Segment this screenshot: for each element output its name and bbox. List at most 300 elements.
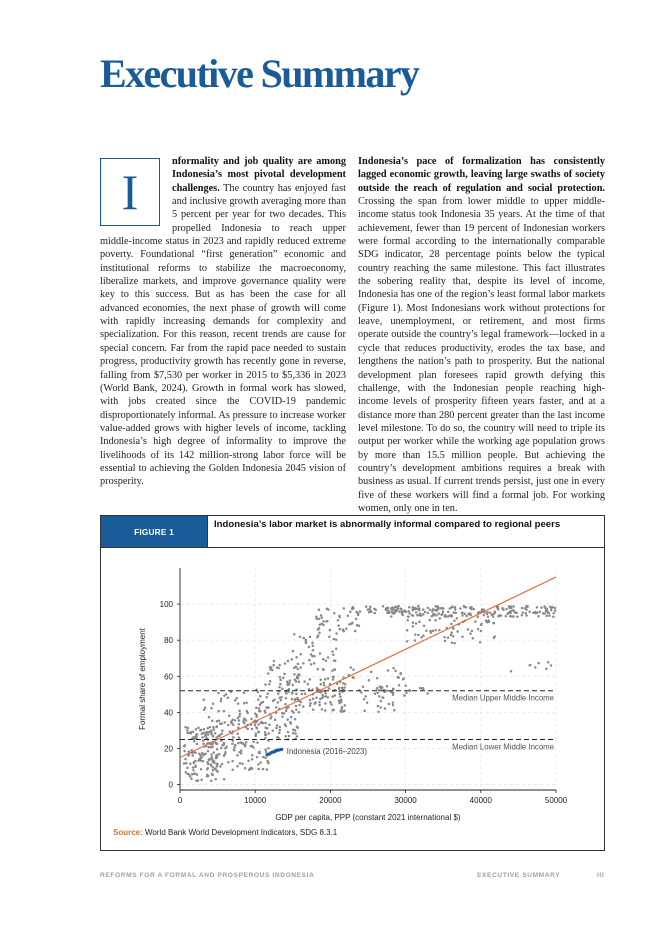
country-point <box>256 756 259 759</box>
country-point <box>394 610 397 613</box>
country-point <box>231 760 234 763</box>
country-point <box>423 624 426 627</box>
country-point <box>406 629 409 632</box>
country-point <box>465 615 468 618</box>
country-point <box>290 722 293 725</box>
country-point <box>552 612 555 615</box>
country-point <box>429 619 432 622</box>
country-point <box>315 616 318 619</box>
country-point <box>439 607 442 610</box>
country-point <box>343 686 346 689</box>
country-point <box>364 695 367 698</box>
country-point <box>392 704 395 707</box>
country-point <box>292 728 295 731</box>
footer-section: EXECUTIVE SUMMARY <box>477 872 561 879</box>
country-point <box>386 685 389 688</box>
country-point <box>312 649 315 652</box>
country-point <box>307 683 310 686</box>
country-point <box>234 719 237 722</box>
country-point <box>200 778 203 781</box>
country-point <box>405 692 408 695</box>
country-point <box>213 751 216 754</box>
country-point <box>295 705 298 708</box>
country-point <box>326 620 329 623</box>
country-point <box>310 663 313 666</box>
country-point <box>298 704 301 707</box>
country-point <box>215 742 218 745</box>
country-point <box>220 747 223 750</box>
country-point <box>390 615 393 618</box>
country-point <box>312 698 315 701</box>
country-point <box>334 694 337 697</box>
country-point <box>338 687 341 690</box>
country-point <box>356 624 359 627</box>
country-point <box>424 611 427 614</box>
country-point <box>265 751 268 754</box>
country-point <box>363 710 366 713</box>
x-axis-title: GDP per capita, PPP (constant 2021 international $) <box>275 813 461 822</box>
country-point <box>418 621 421 624</box>
country-point <box>404 685 407 688</box>
x-tick-label: 30000 <box>394 796 417 805</box>
country-point <box>254 724 257 727</box>
country-point <box>264 726 267 729</box>
country-point <box>258 752 261 755</box>
country-point <box>208 716 211 719</box>
country-point <box>350 622 353 625</box>
country-point <box>272 664 275 667</box>
country-point <box>210 753 213 756</box>
country-point <box>439 617 442 620</box>
country-point <box>295 693 298 696</box>
country-point <box>425 629 428 632</box>
country-point <box>451 631 454 634</box>
country-point <box>217 710 220 713</box>
country-point <box>359 610 362 613</box>
country-point <box>501 607 504 610</box>
country-point <box>327 696 330 699</box>
country-point <box>436 605 439 608</box>
country-point <box>374 692 377 695</box>
country-point <box>184 726 187 729</box>
country-point <box>259 695 262 698</box>
country-point <box>299 653 302 656</box>
country-point <box>305 641 308 644</box>
country-point <box>322 658 325 661</box>
country-point <box>225 693 228 696</box>
source-text: World Bank World Development Indicators, SDG 8.3.1 <box>142 828 338 837</box>
country-point <box>238 719 241 722</box>
country-point <box>213 728 216 731</box>
x-tick-label: 10000 <box>244 796 267 805</box>
country-point <box>292 732 295 735</box>
right-body-text: Crossing the span from lower middle to upper middle-income status took Indonesia 35 years. At the time of that achievement, fewer than 19 percent of Indonesian workers were formal according to the internationally comparable SDG indicator, 28 percentage points below the typical country reaching the same milestone. This fact illustrates the sobering reality that, despite its level of income, Indonesia has one of the region’s least formal labor markets (Figure 1). Most Indonesians work without protections for leave, unemployment, or retirement, and most firms operate outside the country’s legal framework—locked in a cycle that reduces productivity, erodes the tax base, and lengthens the nation’s path to prosperity. But the national development plan foresees rapid growth defying this challenge, with the Indonesian people reaching high-income levels of prosperity fifteen years faster, and at a distance more than 280 percent greater than the last income level milestone. To do so, the country will need to triple its output per worker while the working age population grows by more than 15.5 million people. But achieving the country’s development ambitions requires a break with business as usual. If current trends persist, just one in every five of these workers will find a formal job. For working women, only one in ten. <box>358 196 605 514</box>
country-point <box>227 761 230 764</box>
country-point <box>487 615 490 618</box>
country-point <box>239 762 242 765</box>
country-point <box>408 606 411 609</box>
country-point <box>512 605 515 608</box>
country-point <box>303 680 306 683</box>
country-point <box>295 680 298 683</box>
country-point <box>468 612 471 615</box>
country-point <box>377 705 380 708</box>
country-point <box>199 754 202 757</box>
country-point <box>432 614 435 617</box>
country-point <box>274 718 277 721</box>
y-tick-label: 40 <box>164 708 173 718</box>
country-point <box>393 709 396 712</box>
country-point <box>199 729 202 732</box>
footer-page-number: III <box>597 872 605 879</box>
country-point <box>338 702 341 705</box>
y-axis-title: Formal share of employment <box>138 628 147 730</box>
country-point <box>397 605 400 608</box>
country-point <box>388 703 391 706</box>
country-point <box>472 608 475 611</box>
country-point <box>429 609 432 612</box>
country-point <box>373 612 376 615</box>
country-point <box>444 640 447 643</box>
country-point <box>332 709 335 712</box>
country-point <box>467 628 470 631</box>
country-point <box>233 749 236 752</box>
country-point <box>215 725 218 728</box>
country-point <box>290 716 293 719</box>
country-point <box>318 627 321 630</box>
country-point <box>231 722 234 725</box>
country-point <box>414 639 417 642</box>
country-point <box>403 694 406 697</box>
country-point <box>216 765 219 768</box>
country-point <box>422 608 425 611</box>
country-point <box>267 747 270 750</box>
country-point <box>214 778 217 781</box>
x-tick-label: 40000 <box>469 796 492 805</box>
country-point <box>450 634 453 637</box>
country-point <box>380 700 383 703</box>
country-point <box>497 615 500 618</box>
country-point <box>296 698 299 701</box>
country-point <box>216 762 219 765</box>
country-point <box>483 614 486 617</box>
country-point <box>420 614 423 617</box>
country-point <box>387 669 390 672</box>
country-point <box>367 608 370 611</box>
country-point <box>313 655 316 658</box>
country-point <box>264 748 267 751</box>
country-point <box>328 635 331 638</box>
country-point <box>337 619 340 622</box>
country-point <box>338 628 341 631</box>
country-point <box>251 754 254 757</box>
country-point <box>254 713 256 716</box>
country-point <box>471 630 474 633</box>
country-point <box>335 647 338 650</box>
country-point <box>500 614 503 617</box>
country-point <box>236 765 239 768</box>
country-point <box>382 605 385 608</box>
country-point <box>287 660 290 663</box>
country-point <box>421 687 424 690</box>
country-point <box>477 615 480 618</box>
country-point <box>273 660 276 663</box>
country-point <box>259 761 262 764</box>
country-point <box>350 666 353 669</box>
country-point <box>218 753 221 756</box>
country-point <box>332 653 335 656</box>
country-point <box>269 680 272 683</box>
country-point <box>234 699 237 702</box>
country-point <box>311 642 314 645</box>
country-point <box>221 729 224 732</box>
country-point <box>257 731 260 734</box>
figure-box <box>100 515 605 851</box>
country-point <box>293 673 296 676</box>
country-point <box>394 670 397 673</box>
country-point <box>295 666 298 669</box>
country-point <box>381 686 384 689</box>
country-point <box>493 610 496 613</box>
country-point <box>250 718 253 721</box>
country-point <box>187 727 190 730</box>
country-point <box>434 619 437 622</box>
x-tick-label: 0 <box>177 796 183 805</box>
country-point <box>238 723 241 726</box>
country-point <box>267 706 270 709</box>
country-point <box>362 685 365 688</box>
country-point <box>227 696 230 699</box>
country-point <box>244 745 247 748</box>
country-point <box>526 605 529 608</box>
country-point <box>297 726 300 729</box>
country-point <box>407 610 410 613</box>
country-point <box>453 611 456 614</box>
country-point <box>207 733 210 736</box>
country-point <box>257 698 260 701</box>
country-point <box>280 699 283 702</box>
country-point <box>276 666 279 669</box>
country-point <box>536 606 539 609</box>
country-point <box>285 725 288 728</box>
country-point <box>447 636 450 639</box>
country-point <box>272 729 275 732</box>
country-point <box>267 672 270 675</box>
country-point <box>391 609 394 612</box>
country-point <box>435 614 438 617</box>
country-point <box>217 692 220 695</box>
country-point <box>238 709 241 712</box>
country-point <box>316 687 319 690</box>
country-point <box>214 768 217 771</box>
country-point <box>224 751 227 754</box>
country-point <box>243 722 246 725</box>
country-point <box>277 701 280 704</box>
drop-cap: I <box>100 158 160 226</box>
country-point <box>216 748 219 751</box>
country-point <box>186 729 189 732</box>
country-point <box>420 636 423 639</box>
country-point <box>525 614 528 617</box>
country-point <box>192 754 195 757</box>
country-point <box>417 605 420 608</box>
country-point <box>197 726 200 729</box>
country-point <box>352 607 355 610</box>
country-point <box>210 729 213 732</box>
country-point <box>547 661 550 664</box>
country-point <box>313 702 316 705</box>
country-point <box>256 741 259 744</box>
country-point <box>330 703 333 706</box>
country-point <box>453 642 456 645</box>
country-point <box>378 695 381 698</box>
y-tick-label: 60 <box>164 672 173 682</box>
country-point <box>223 721 226 724</box>
country-point <box>412 621 415 624</box>
country-point <box>281 712 284 715</box>
country-point <box>489 612 492 615</box>
country-point <box>289 679 292 682</box>
country-point <box>186 732 189 735</box>
country-point <box>237 742 240 745</box>
country-point <box>190 777 193 780</box>
country-point <box>255 706 258 709</box>
country-point <box>240 752 243 755</box>
country-point <box>438 629 441 632</box>
country-point <box>282 677 285 680</box>
country-point <box>511 615 514 618</box>
country-point <box>254 735 257 738</box>
country-point <box>275 727 278 730</box>
country-point <box>231 743 234 746</box>
country-point <box>544 612 547 615</box>
country-point <box>207 750 210 753</box>
country-point <box>331 695 334 698</box>
country-point <box>216 720 219 723</box>
country-point <box>195 728 198 731</box>
country-point <box>352 668 355 671</box>
country-point <box>232 736 235 739</box>
country-point <box>270 715 273 718</box>
country-point <box>231 768 234 771</box>
country-point <box>392 701 395 704</box>
country-point <box>375 609 378 612</box>
country-point <box>208 758 211 761</box>
country-point <box>296 668 299 671</box>
country-point <box>327 656 330 659</box>
country-point <box>463 612 466 615</box>
country-point <box>321 617 324 620</box>
country-point <box>397 676 400 679</box>
country-point <box>479 641 482 644</box>
country-point <box>338 693 341 696</box>
country-point <box>415 611 418 614</box>
country-point <box>339 695 342 698</box>
country-point <box>320 614 323 617</box>
reference-line-label: Median Upper Middle Income <box>452 693 554 703</box>
country-point <box>192 766 195 769</box>
country-point <box>322 624 325 627</box>
country-point <box>246 712 249 715</box>
country-point <box>491 614 494 617</box>
country-point <box>220 697 223 700</box>
country-point <box>241 763 244 766</box>
country-point <box>357 614 360 617</box>
country-point <box>540 606 543 609</box>
country-point <box>194 751 197 754</box>
country-point <box>300 701 303 704</box>
country-point <box>310 653 313 656</box>
country-point <box>302 705 305 708</box>
country-point <box>550 609 553 612</box>
country-point <box>550 664 553 667</box>
country-point <box>293 699 296 702</box>
country-point <box>262 722 265 725</box>
country-point <box>528 664 531 667</box>
country-point <box>333 668 336 671</box>
figure-source <box>113 828 337 837</box>
country-point <box>451 641 454 644</box>
country-point <box>243 692 246 695</box>
country-point <box>456 630 459 633</box>
country-point <box>212 735 215 738</box>
country-point <box>505 608 508 611</box>
country-point <box>385 689 388 692</box>
country-point <box>265 734 268 737</box>
country-point <box>246 728 249 731</box>
country-point <box>212 726 215 729</box>
country-point <box>236 733 239 736</box>
country-point <box>221 744 224 747</box>
country-point <box>285 697 288 700</box>
country-point <box>486 611 489 614</box>
country-point <box>445 615 448 618</box>
figure-label: FIGURE 1 <box>101 516 207 547</box>
country-point <box>506 612 509 615</box>
country-point <box>270 666 273 669</box>
country-point <box>485 619 488 622</box>
country-point <box>318 631 321 634</box>
country-point <box>273 698 276 701</box>
country-point <box>309 702 312 705</box>
country-point <box>285 691 288 694</box>
country-point <box>548 614 551 617</box>
source-label: Source: <box>113 828 143 837</box>
country-point <box>209 746 212 749</box>
country-point <box>205 737 208 740</box>
country-point <box>188 773 191 776</box>
country-point <box>493 636 496 639</box>
country-point <box>237 702 240 705</box>
indonesia-label: Indonesia (2016–2023) <box>286 747 367 757</box>
country-point <box>453 619 456 622</box>
country-point <box>516 615 519 618</box>
country-point <box>284 703 287 706</box>
country-point <box>304 692 307 695</box>
country-point <box>342 628 345 631</box>
country-point <box>312 644 315 647</box>
country-point <box>432 630 435 633</box>
country-point <box>399 673 402 676</box>
country-point <box>278 664 281 667</box>
country-point <box>324 678 327 681</box>
country-point <box>223 778 226 781</box>
country-point <box>463 606 466 609</box>
country-point <box>347 615 350 618</box>
country-point <box>339 710 342 713</box>
country-point <box>497 608 500 611</box>
country-point <box>539 610 542 613</box>
